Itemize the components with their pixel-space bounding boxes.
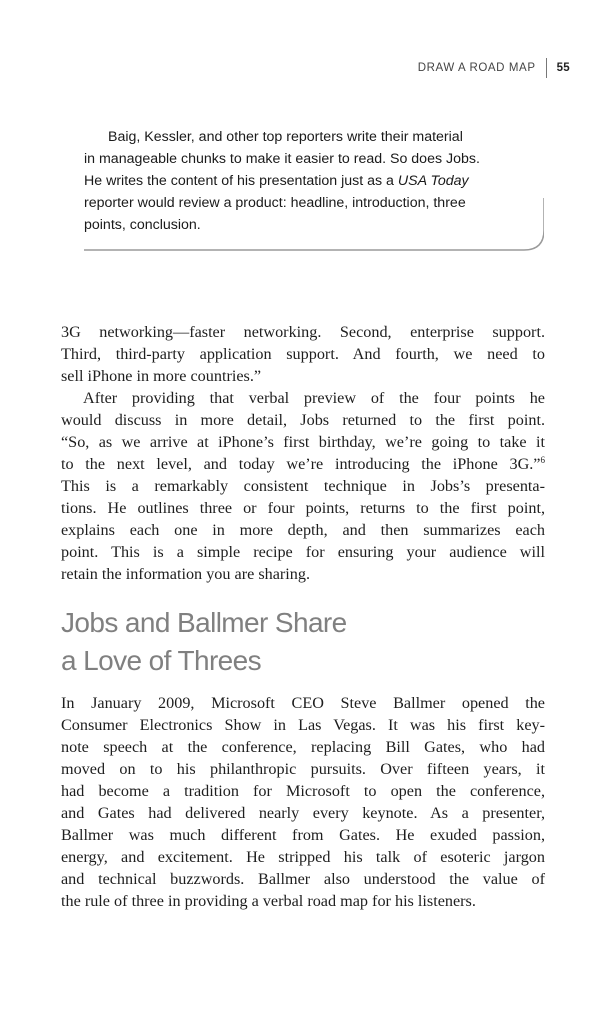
text-line: “So, as we arrive at iPhone’s first birthday, we’re going to take it xyxy=(61,433,545,451)
section-heading-line-1: Jobs and Ballmer Share xyxy=(61,607,347,638)
pull-quote-line: points, conclusion. xyxy=(84,217,201,233)
section-heading xyxy=(61,604,347,680)
pull-quote-line: He writes the content of his presentation just as a USA Today xyxy=(84,173,469,189)
paragraph-1 xyxy=(61,321,545,387)
text-line: explains each one in more depth, and then summarizes each xyxy=(61,521,545,539)
text-line: Third, third-party application support. And fourth, we need to xyxy=(61,345,545,363)
text-line: note speech at the conference, replacing Bill Gates, who had xyxy=(61,738,545,756)
text-line: the rule of three in providing a verbal road map for his listeners. xyxy=(61,892,476,910)
text-line: Consumer Electronics Show in Las Vegas. It was his first key- xyxy=(61,716,545,734)
text-line: point. This is a simple recipe for ensuring your audience will xyxy=(61,543,545,561)
running-head-section: DRAW A ROAD MAP xyxy=(417,62,536,74)
text-line: had become a tradition for Microsoft to open the conference, xyxy=(61,782,545,800)
pull-quote-line: reporter would review a product: headline, introduction, three xyxy=(84,195,466,211)
text-line: to the next level, and today we’re introducing the iPhone 3G.”$^6$ xyxy=(61,455,545,473)
text-line: moved on to his philanthropic pursuits. Over fifteen years, it xyxy=(61,760,545,778)
pull-quote-italic: USA Today xyxy=(397,173,469,189)
pull-quote-callout xyxy=(84,126,544,252)
running-head-divider xyxy=(546,58,547,78)
section-heading-line-2: a Love of Threes xyxy=(61,645,262,676)
text-line: and technical buzzwords. Ballmer also understood the value of xyxy=(61,870,545,888)
text-line: energy, and excitement. He stripped his talk of esoteric jargon xyxy=(61,848,545,866)
page-number: 55 xyxy=(556,62,570,74)
text-line: Ballmer was much different from Gates. He exuded passion, xyxy=(61,826,545,844)
text-line: retain the information you are sharing. xyxy=(61,565,311,583)
text-line: tions. He outlines three or four points, returns to the first point, xyxy=(61,499,545,517)
text-line: and Gates had delivered nearly every keynote. As a presenter, xyxy=(61,804,545,822)
running-head xyxy=(418,58,570,78)
text-line: sell iPhone in more countries.” xyxy=(61,367,262,385)
text-line: After providing that verbal preview of the four points he xyxy=(83,389,545,407)
paragraph-2 xyxy=(61,387,545,585)
footnote-marker: 6 xyxy=(540,455,545,465)
paragraph-3 xyxy=(61,692,545,912)
text-line: In January 2009, Microsoft CEO Steve Ballmer opened the xyxy=(61,694,545,712)
text-line: This is a remarkably consistent technique in Jobs’s presenta- xyxy=(61,477,545,495)
text-line: would discuss in more detail, Jobs returned to the first point. xyxy=(61,411,545,429)
pull-quote-line: Baig, Kessler, and other top reporters write their material xyxy=(108,129,463,145)
pull-quote-text xyxy=(84,126,524,236)
text-line: 3G networking—faster networking. Second, enterprise support. xyxy=(61,323,545,341)
pull-quote-line: in manageable chunks to make it easier to read. So does Jobs. xyxy=(84,151,480,167)
